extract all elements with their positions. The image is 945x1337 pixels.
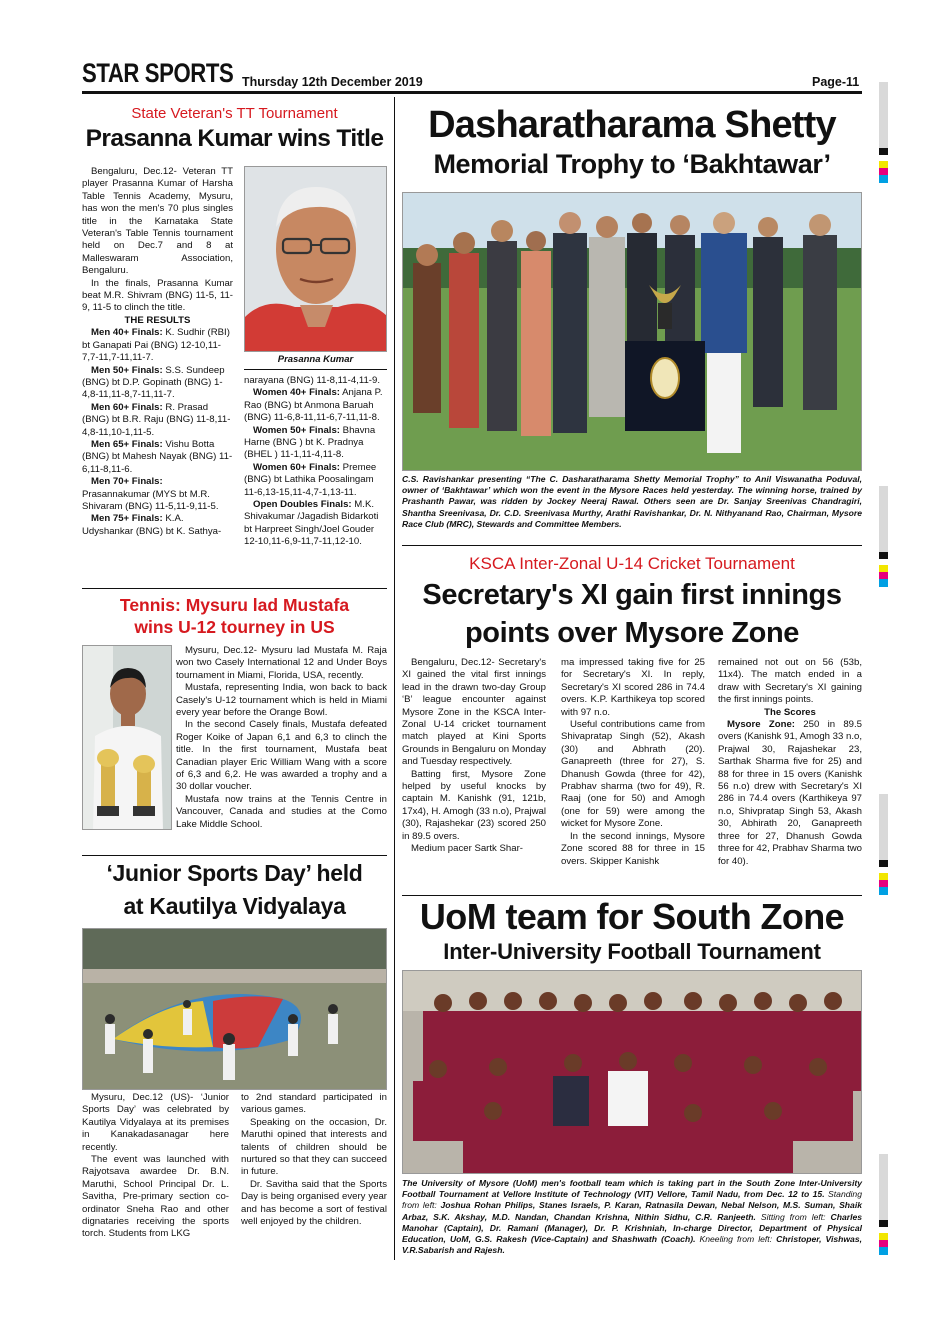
junior-para-4: Speaking on the occasion, Dr. Maruthi opined that interests and talents of children should be nurtured so that they can succeed in future. (241, 1116, 387, 1178)
tt-result-row: Men 60+ Finals: R. Prasad (BNG) bt B.R. Raju (BNG) 11-8,11-4,8-11,10-1,11-5. (82, 401, 231, 438)
section-divider (82, 588, 387, 589)
tt-result-row: Men 70+ Finals: Prasannakumar (MYS bt M.R. Shivaram (BNG) 11-5,11-9,11-5. (82, 476, 219, 512)
ksca-kicker: KSCA Inter-Zonal U-14 Cricket Tournament (469, 554, 795, 573)
tt-result-row: Men 50+ Finals: S.S. Sundeep (BNG) bt D.P. Gopinath (BNG) 1-4,8-11,11-8,7-11,11-7. (82, 364, 225, 401)
ksca-scores: Mysore Zone: 250 in 89.5 overs (Kanishk 91, Amogh 33 n.o, Prajwal 30, Rajashekar 23, Sarthak Sharma five for 25) and 88 for three in 15 overs (Kanishk 56 n.o) drew with Secretary's XI 286 in 74.4 overs (Karthikeya 97 n.o, Shivpratap Singh 53, Akash 30, Abhirath 20, Ganapreeth three for 27, Dhanush Gowda three for 42, Prabhav Sharma two for 40). (718, 719, 862, 867)
football-team-illustration (403, 971, 862, 1174)
tennis-body (176, 645, 387, 831)
trophy-photo-caption: C.S. Ravishankar presenting “The C. Dasharatharama Shetty Memorial Trophy” to Anil Viswanatha Poduval, owner of ‘Bakhtawar’ which won the event in the Mysore Races held yesterday. The winning horse, trained by Prashanth Pawar, was ridden by Jockey Neeraj Rawal. Others seen are Dr. Sanjay Sreenivas Chandragiri, Shantha Sreenivasa, Dr. C.D. Sreenivasa Murthy, Arathi Ravishankar, Dr. N. Nithyanand Rao, Chairman, Mysore Race Club (MRC), Stewards and Committee Members. (402, 474, 862, 529)
junior-headline-2: at Kautilya Vidyalaya (123, 893, 346, 919)
ksca-headline-2: points over Mysore Zone (464, 617, 800, 649)
prasanna-photo-caption: Prasanna Kumar (244, 354, 387, 370)
caption-main: The University of Mysore (UoM) men's football team which is taking part in the South Zone Inter-University Football Tournament at Vellore Institute of Technology (VIT) Vellore, Tamil Nadu, from Dec. 12 to 15. (402, 1178, 862, 1200)
ksca-para-6: In the second innings, Mysore Zone scored 88 for three in 15 overs. Skipper Kanishk (561, 830, 705, 867)
caption-kneeling-label: Kneeling from left: (695, 1234, 777, 1245)
prasanna-kumar-photo (244, 166, 387, 352)
boy-with-trophies-illustration (83, 646, 172, 830)
junior-sports-day-photo (82, 928, 387, 1090)
junior-column-2 (241, 1092, 387, 1228)
tt-result-row: Men 40+ Finals: K. Sudhir (RBI) bt Ganapati Pai (BNG) 12-10,11-7,7-11,7-11,11-7. (82, 327, 230, 364)
junior-headline-1: ‘Junior Sports Day’ held (106, 860, 363, 886)
caption-kneeling-names: Christoper, Vishwas, V.R.Sabarish and Rajesh. (402, 1234, 862, 1256)
junior-column-1 (82, 1092, 229, 1241)
football-team-photo (402, 970, 862, 1174)
tt-result-row: Open Doubles Finals: M.K. Shivakumar /Jagadish Bidarkoti bt Harpreet Singh/Joel Gouder 12-10,11-6,9-11,7-11,12-10. (244, 499, 379, 548)
masthead-brand: STAR SPORTS (82, 58, 234, 88)
junior-para-1: Mysuru, Dec.12 (US)- ‘Junior Sports Day’ was celebrated by Kautilya Vidyalaya at its premises in Kanakadasanagar here recently. (82, 1092, 229, 1153)
masthead-rule (82, 91, 862, 94)
parachute-game-illustration (83, 929, 387, 1090)
column-divider (394, 97, 395, 1260)
tennis-headline-2: wins U-12 tourney in US (134, 617, 335, 637)
portrait-illustration (245, 167, 387, 352)
uom-headline-2: Inter-University Football Tournament (443, 939, 821, 964)
ksca-para-4: ma impressed taking five for 25 for Secretary's XI. In reply, Secretary's XI scored 286 in 74.4 overs. K.P. Karthikeya top scored with 97 n.o. (561, 657, 705, 718)
ksca-column-3 (718, 657, 862, 868)
ksca-column-2 (561, 657, 705, 868)
tt-result-row: Women 50+ Finals: Bhavna Harne (BNG ) bt K. Pradnya (BHEL ) 11-1,11-4,11-8. (244, 424, 376, 461)
junior-para-5: Dr. Savitha said that the Sports Day is being organised every year and has become a sort of festival well enjoyed by the children. (241, 1178, 387, 1228)
tennis-para-4: Mustafa now trains at the Tennis Centre in Vancouver, Canada and studies at the Como Lake Middle School. (176, 793, 387, 830)
trophy-presentation-photo (402, 192, 862, 471)
ksca-headline-1: Secretary's XI gain first innings (422, 579, 842, 611)
caption-sitting-label: Sitting from left: (755, 1211, 831, 1222)
tt-result-row: Men 75+ Finals: K.A. Udyshankar (BNG) bt K. Sathya- (82, 513, 222, 537)
tennis-para-1: Mysuru, Dec.12- Mysuru lad Mustafa M. Raja won two Casely International 12 and Under Boys tournament in Miami, Florida, USA, recently. (176, 645, 387, 681)
football-photo-caption (402, 1178, 862, 1256)
section-divider (402, 545, 862, 546)
junior-para-2: The event was launched with Rajyotsava awardee Dr. B.N. Maruthi, School Principal Dr. L. Savitha, Pre-primary section co-ordinator Sneha Rao and other dignataries receiving the sports torch. Students from LKG (82, 1154, 229, 1240)
caption-standing-label: Standing from left: (402, 1189, 862, 1211)
ksca-scores-heading: The Scores (764, 706, 816, 718)
tt-result-row: Women 60+ Finals: Premee (BNG) bt Lathika Poosalingam 11-6,13-15,11-4,7-1,13-11. (244, 461, 377, 498)
trophy-presentation-illustration (403, 193, 862, 471)
mustafa-photo (82, 645, 172, 830)
tt-result-row: Women 40+ Finals: Anjana P. Rao (BNG) bt Anmona Baruah (BNG) 11-6,8-11,11-6,7-11,11-8. (244, 387, 383, 424)
junior-para-3: to 2nd standard participated in various games. (241, 1092, 387, 1116)
ksca-para-3: Medium pacer Sartk Shar- (411, 843, 523, 855)
caption-sitting-names: Charles Manohar (Captain), Dr. Ramani (Manager), Dr. P. Krishniah, In-charge Director, Department of Physical Education, UoM, G.S. Rakesh (Vice-Captain) and Shashwath (Coach). (402, 1211, 863, 1245)
ksca-para-5: Useful contributions came from Shivapratap Singh (52), Akash (30) and Abhrath (20). Ganapreeth (three for 27), S. Dhanush Gowda (three for 42), Prabhav sharma (two for 49), R. Raaj (one for 50) and Amogh (one for 59) were among the wicket for Mysore Zone. (561, 719, 705, 830)
tt-headline: Prasanna Kumar wins Title (85, 125, 384, 152)
tt-column-2 (244, 375, 387, 549)
ksca-para-2: Batting first, Mysore Zone helped by useful knocks by captain M. Kanishk (91, 121b, 17x4), H. Amogh (33 n.o), Prajwal (30), Rajashekar (23) scored 250 in 89.5 overs. (402, 768, 546, 842)
tt-column-1 (82, 166, 233, 538)
tt-result-row: Men 65+ Finals: Vishu Botta (BNG) bt Mahesh Nayak (BNG) 11-6,11-8,11-6. (82, 438, 233, 475)
caption-standing-names: Joshua Rohan Philips, Stanes Israels, P. Karan, Ratnasila Dewan, Nebal Nelson, M.S. Suman, Shaik Arbaz, S.K. Akshay, M.D. Nandan, Chandan Krishna, Nithin Sidhu, C.R. Ranjeeth. (402, 1200, 862, 1222)
tt-para-1: Bengaluru, Dec.12- Veteran TT player Prasanna Kumar of Harsha Table Tennis Academy, Mysuru, has won the men's 70 plus singles title in the Karnataka State Veteran's Table Tennis tournament held on Dec.7 and 8 at Malleswaram Association, Bengaluru. (82, 166, 233, 277)
tennis-para-2: Mustafa, representing India, won back to back Casely's U-12 tournament which is held in Miami every year before the Orange Bowl. (176, 682, 387, 719)
tt-result-cont: narayana (BNG) 11-8,11-4,11-9. (244, 375, 380, 386)
tt-results-heading: THE RESULTS (124, 314, 191, 326)
race-headline-1: Dasharatharama Shetty (428, 104, 836, 146)
masthead-date: Thursday 12th December 2019 (242, 75, 423, 89)
tt-para-2: In the finals, Prasanna Kumar beat M.R. Shivram (BNG) 11-5, 11-9, 11-5 to clinch the title. (82, 277, 233, 314)
ksca-para-1: Bengaluru, Dec.12- Secretary's XI gained the vital first innings lead in the drawn two-day Group ‘B’ league encounter against Mysore Zone in the KSCA Inter-Zonal U-14 cricket tournament match played at Kini Sports Grounds in Bengaluru on Monday and Tuesday respectively. (402, 657, 546, 768)
tt-kicker: State Veteran's TT Tournament (131, 105, 338, 122)
section-divider (82, 855, 387, 856)
ksca-para-7: remained not out on 56 (53b, 11x4). The match ended in a draw with Secretary's XI gaining the first innings points. (718, 657, 862, 706)
race-headline-2: Memorial Trophy to ‘Bakhtawar’ (433, 149, 831, 179)
page-number: Page-11 (812, 75, 860, 89)
tennis-para-3: In the second Casely finals, Mustafa defeated Roger Koike of Japan 6,1 and 6,3 to clinch the title. In the first tournament, Mustafa beat Canadian player Eric William Wang with a score of 6,3 and 6,2. He was awarded a trophy and a 30 dollar voucher. (176, 719, 387, 793)
uom-headline-1: UoM team for South Zone (419, 896, 845, 937)
ksca-column-1 (402, 657, 546, 856)
tennis-headline-1: Tennis: Mysuru lad Mustafa (119, 595, 350, 615)
